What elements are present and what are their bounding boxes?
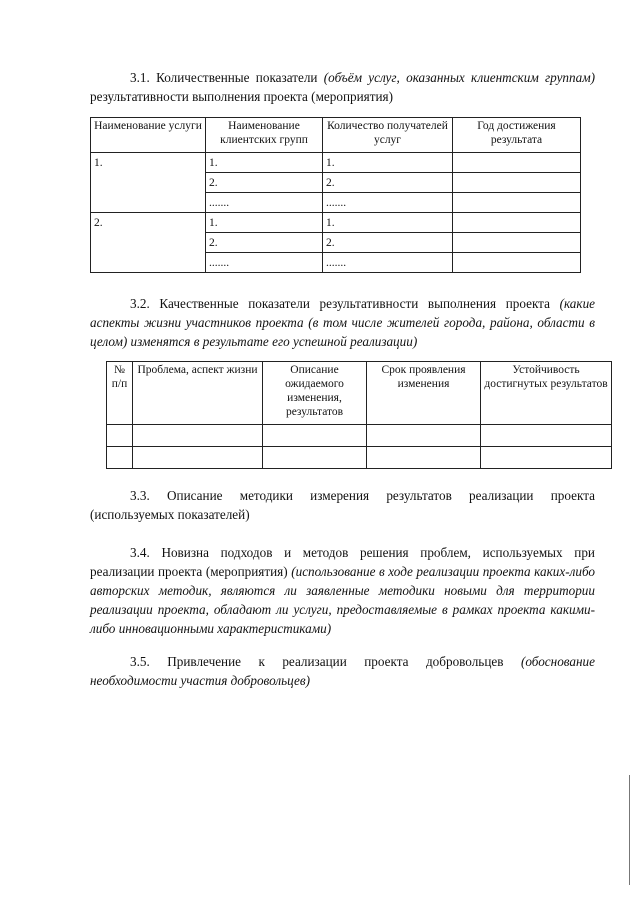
section-3-3 [90, 486, 595, 524]
year-cell [453, 253, 581, 273]
table-cell [481, 425, 612, 447]
client-group-cell: ....... [206, 253, 323, 273]
header-recipients-count: Количество получателей услуг [323, 118, 453, 153]
recipients-cell: 2. [323, 233, 453, 253]
header-result-year: Год достижения результата [453, 118, 581, 153]
table-row [91, 213, 581, 233]
table-row [91, 153, 581, 173]
client-group-cell: 2. [206, 173, 323, 193]
year-cell [453, 213, 581, 233]
scan-edge-line [629, 775, 630, 885]
section-3-5-text: 3.5. Привлечение к реализации проекта добровольцев (обоснование необходимости участия добровольцев) [90, 654, 596, 688]
client-group-cell: 1. [206, 213, 323, 233]
table-cell [107, 425, 133, 447]
table-cell [367, 447, 481, 469]
year-cell [453, 173, 581, 193]
header-number: № п/п [107, 362, 133, 425]
section-3-2 [90, 294, 595, 351]
client-group-cell: ....... [206, 193, 323, 213]
section-3-3-text: 3.3. Описание методики измерения результатов реализации проекта (используемых показателей) [90, 488, 595, 522]
qualitative-indicators-table [106, 361, 612, 469]
recipients-cell: 1. [323, 213, 453, 233]
section-3-5 [90, 652, 595, 690]
section-3-4 [90, 543, 595, 638]
table-cell [107, 447, 133, 469]
client-group-cell: 2. [206, 233, 323, 253]
section-3-1-text: 3.1. Количественные показатели (объём услуг, оказанных клиентским группам) результативности выполнения проекта (мероприятия) [90, 70, 596, 104]
section-3-2-text: 3.2. Качественные показатели результативности выполнения проекта (какие аспекты жизни участников проекта (в том числе жителей города, района, области в целом) изменятся в результате его успешной реализации) [90, 296, 596, 349]
table-row [107, 447, 612, 469]
table-cell [481, 447, 612, 469]
table-row [107, 425, 612, 447]
table-cell [367, 425, 481, 447]
section-3-1 [90, 68, 595, 106]
table-cell [263, 447, 367, 469]
table-header-row [107, 362, 612, 425]
recipients-cell: 2. [323, 173, 453, 193]
header-expected-change: Описание ожидаемого изменения, результатов [263, 362, 367, 425]
client-group-cell: 1. [206, 153, 323, 173]
year-cell [453, 193, 581, 213]
section-3-4-text: 3.4. Новизна подходов и методов решения проблем, используемых при реализации проекта (мероприятия) (использование в ходе реализации проекта каких-либо авторских методик, являются ли заявленные методики новыми для территории реализации проекта, обладают ли услуги, предоставляемые в рамках проекта какими-либо инновационными характеристиками) [90, 545, 595, 636]
header-client-groups: Наименование клиентских групп [206, 118, 323, 153]
service-cell: 2. [91, 213, 206, 273]
table-cell [133, 447, 263, 469]
header-problem: Проблема, аспект жизни [133, 362, 263, 425]
recipients-cell: ....... [323, 253, 453, 273]
year-cell [453, 233, 581, 253]
table-cell [263, 425, 367, 447]
recipients-cell: ....... [323, 193, 453, 213]
service-cell: 1. [91, 153, 206, 213]
year-cell [453, 153, 581, 173]
header-sustainability: Устойчивость достигнутых результатов [481, 362, 612, 425]
table-cell [133, 425, 263, 447]
table-header-row [91, 118, 581, 153]
recipients-cell: 1. [323, 153, 453, 173]
quantitative-indicators-table [90, 117, 581, 273]
header-service-name: Наименование услуги [91, 118, 206, 153]
header-change-term: Срок проявления изменения [367, 362, 481, 425]
